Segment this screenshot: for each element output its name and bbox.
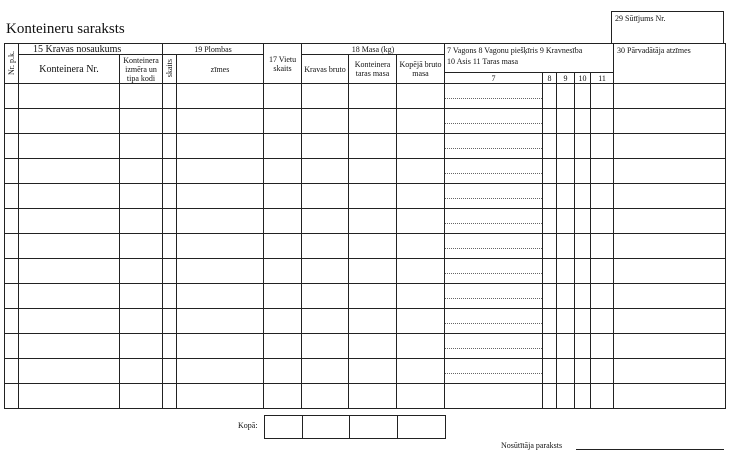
form-cell[interactable] bbox=[445, 234, 543, 259]
form-cell[interactable] bbox=[120, 309, 163, 334]
form-cell[interactable] bbox=[445, 334, 543, 359]
wagon-header: 7 Vagons 8 Vagonu piešķīris 9 Kravnesība 10 Asis 11 Taras masa bbox=[445, 44, 614, 73]
seals-header: 19 Plombas bbox=[163, 44, 264, 55]
form-cell[interactable] bbox=[575, 84, 591, 109]
table-row bbox=[5, 384, 726, 409]
form-cell[interactable] bbox=[163, 284, 177, 309]
form-cell[interactable] bbox=[591, 209, 614, 234]
form-cell[interactable] bbox=[163, 84, 177, 109]
form-cell[interactable] bbox=[591, 284, 614, 309]
form-cell[interactable] bbox=[19, 184, 120, 209]
shipment-number-box: 29 Sūtījums Nr. bbox=[611, 11, 724, 44]
form-cell[interactable] bbox=[120, 134, 163, 159]
form-cell[interactable] bbox=[264, 84, 302, 109]
seals-count-header: skaits bbox=[163, 55, 177, 84]
form-cell[interactable] bbox=[445, 309, 543, 334]
container-tare-header: Konteinera taras masa bbox=[349, 55, 397, 84]
form-cell[interactable] bbox=[397, 134, 445, 159]
form-cell[interactable] bbox=[445, 384, 543, 409]
form-cell[interactable] bbox=[543, 384, 557, 409]
nr-pk-header: Nr. p.k. bbox=[5, 44, 19, 84]
form-cell[interactable] bbox=[445, 159, 543, 184]
form-cell[interactable] bbox=[614, 359, 726, 384]
form-cell[interactable] bbox=[614, 209, 726, 234]
total-label: Kopā: bbox=[238, 421, 258, 430]
form-cell[interactable] bbox=[614, 84, 726, 109]
form-cell[interactable] bbox=[163, 134, 177, 159]
form-cell[interactable] bbox=[543, 284, 557, 309]
form-cell[interactable] bbox=[264, 134, 302, 159]
total-gross-cell[interactable] bbox=[398, 416, 446, 439]
form-cell[interactable] bbox=[177, 359, 264, 384]
seals-marks-header: zīmes bbox=[177, 55, 264, 84]
form-cell[interactable] bbox=[163, 184, 177, 209]
form-cell[interactable] bbox=[177, 209, 264, 234]
form-cell[interactable] bbox=[614, 184, 726, 209]
form-cell[interactable] bbox=[163, 159, 177, 184]
form-cell[interactable] bbox=[177, 184, 264, 209]
form-cell[interactable] bbox=[264, 309, 302, 334]
form-cell[interactable] bbox=[302, 109, 349, 134]
total-gross-header: Kopējā bruto masa bbox=[397, 55, 445, 84]
form-cell[interactable] bbox=[5, 209, 19, 234]
form-cell[interactable] bbox=[5, 234, 19, 259]
form-cell[interactable] bbox=[5, 109, 19, 134]
total-row bbox=[264, 415, 446, 439]
total-cargo-gross-cell[interactable] bbox=[303, 416, 350, 439]
form-cell[interactable] bbox=[543, 159, 557, 184]
form-cell[interactable] bbox=[5, 384, 19, 409]
total-places-cell[interactable] bbox=[265, 416, 303, 439]
form-cell[interactable] bbox=[575, 284, 591, 309]
form-cell[interactable] bbox=[177, 384, 264, 409]
form-cell[interactable] bbox=[397, 209, 445, 234]
container-list-table bbox=[4, 43, 726, 409]
form-cell[interactable] bbox=[302, 159, 349, 184]
form-cell[interactable] bbox=[557, 184, 575, 209]
form-cell[interactable] bbox=[264, 159, 302, 184]
form-cell[interactable] bbox=[19, 209, 120, 234]
form-cell[interactable] bbox=[19, 284, 120, 309]
form-cell[interactable] bbox=[264, 359, 302, 384]
form-cell[interactable] bbox=[591, 384, 614, 409]
form-cell[interactable] bbox=[591, 334, 614, 359]
table-row bbox=[5, 309, 726, 334]
form-cell[interactable] bbox=[302, 209, 349, 234]
form-cell[interactable] bbox=[397, 84, 445, 109]
sender-signature-label: Nosūtītāja paraksts bbox=[501, 441, 563, 450]
form-cell[interactable] bbox=[591, 184, 614, 209]
form-cell[interactable] bbox=[445, 259, 543, 284]
form-cell[interactable] bbox=[163, 359, 177, 384]
form-cell[interactable] bbox=[445, 284, 543, 309]
form-cell[interactable] bbox=[445, 184, 543, 209]
form-cell[interactable] bbox=[557, 159, 575, 184]
form-cell[interactable] bbox=[120, 334, 163, 359]
form-cell[interactable] bbox=[5, 359, 19, 384]
form-cell[interactable] bbox=[557, 109, 575, 134]
form-cell[interactable] bbox=[302, 134, 349, 159]
form-cell[interactable] bbox=[575, 109, 591, 134]
form-cell[interactable] bbox=[264, 284, 302, 309]
form-cell[interactable] bbox=[614, 259, 726, 284]
form-cell[interactable] bbox=[557, 284, 575, 309]
form-cell[interactable] bbox=[445, 109, 543, 134]
form-cell[interactable] bbox=[575, 259, 591, 284]
form-cell[interactable] bbox=[302, 309, 349, 334]
form-cell[interactable] bbox=[557, 209, 575, 234]
form-cell[interactable] bbox=[5, 134, 19, 159]
form-cell[interactable] bbox=[397, 384, 445, 409]
container-nr-header: Konteinera Nr. bbox=[19, 55, 120, 84]
form-cell[interactable] bbox=[19, 359, 120, 384]
form-cell[interactable] bbox=[591, 159, 614, 184]
col-7-header: 7 bbox=[445, 73, 543, 84]
form-cell[interactable] bbox=[302, 334, 349, 359]
form-cell[interactable] bbox=[349, 134, 397, 159]
carrier-marks-header: 30 Pārvadātāja atzīmes bbox=[614, 44, 726, 84]
form-cell[interactable] bbox=[264, 234, 302, 259]
form-cell[interactable] bbox=[177, 334, 264, 359]
form-cell[interactable] bbox=[575, 234, 591, 259]
form-cell[interactable] bbox=[397, 309, 445, 334]
form-cell[interactable] bbox=[302, 184, 349, 209]
form-cell[interactable] bbox=[264, 184, 302, 209]
form-cell[interactable] bbox=[543, 209, 557, 234]
form-cell[interactable] bbox=[349, 359, 397, 384]
table-row bbox=[5, 334, 726, 359]
form-cell[interactable] bbox=[575, 159, 591, 184]
form-cell[interactable] bbox=[120, 259, 163, 284]
form-cell[interactable] bbox=[543, 109, 557, 134]
form-cell[interactable] bbox=[614, 159, 726, 184]
form-cell[interactable] bbox=[177, 259, 264, 284]
form-cell[interactable] bbox=[120, 284, 163, 309]
form-cell[interactable] bbox=[557, 234, 575, 259]
form-cell[interactable] bbox=[19, 234, 120, 259]
form-cell[interactable] bbox=[120, 209, 163, 234]
form-cell[interactable] bbox=[349, 334, 397, 359]
form-cell[interactable] bbox=[543, 84, 557, 109]
form-cell[interactable] bbox=[177, 159, 264, 184]
form-cell[interactable] bbox=[120, 109, 163, 134]
form-cell[interactable] bbox=[264, 209, 302, 234]
form-cell[interactable] bbox=[163, 209, 177, 234]
form-cell[interactable] bbox=[120, 384, 163, 409]
form-cell[interactable] bbox=[575, 134, 591, 159]
form-cell[interactable] bbox=[19, 159, 120, 184]
total-container-tare-cell[interactable] bbox=[350, 416, 398, 439]
form-cell[interactable] bbox=[614, 384, 726, 409]
form-cell[interactable] bbox=[19, 109, 120, 134]
form-cell[interactable] bbox=[543, 259, 557, 284]
col-11-header: 11 bbox=[591, 73, 614, 84]
form-cell[interactable] bbox=[575, 184, 591, 209]
form-cell[interactable] bbox=[19, 309, 120, 334]
form-cell[interactable] bbox=[302, 234, 349, 259]
col-8-header: 8 bbox=[543, 73, 557, 84]
form-cell[interactable] bbox=[557, 134, 575, 159]
form-cell[interactable] bbox=[397, 359, 445, 384]
form-cell[interactable] bbox=[177, 109, 264, 134]
form-cell[interactable] bbox=[302, 84, 349, 109]
form-cell[interactable] bbox=[19, 259, 120, 284]
form-cell[interactable] bbox=[397, 184, 445, 209]
table-row bbox=[5, 209, 726, 234]
form-cell[interactable] bbox=[120, 184, 163, 209]
page-title: Konteineru saraksts bbox=[6, 21, 125, 37]
form-cell[interactable] bbox=[349, 184, 397, 209]
form-cell[interactable] bbox=[349, 84, 397, 109]
form-cell[interactable] bbox=[614, 284, 726, 309]
col-10-header: 10 bbox=[575, 73, 591, 84]
form-cell[interactable] bbox=[591, 109, 614, 134]
form-cell[interactable] bbox=[5, 84, 19, 109]
form-cell[interactable] bbox=[543, 134, 557, 159]
form-cell[interactable] bbox=[349, 284, 397, 309]
form-cell[interactable] bbox=[397, 109, 445, 134]
table-row bbox=[5, 159, 726, 184]
form-cell[interactable] bbox=[397, 234, 445, 259]
form-cell[interactable] bbox=[591, 259, 614, 284]
form-cell[interactable] bbox=[177, 309, 264, 334]
form-cell[interactable] bbox=[575, 384, 591, 409]
form-cell[interactable] bbox=[349, 209, 397, 234]
form-cell[interactable] bbox=[349, 109, 397, 134]
table-row bbox=[5, 359, 726, 384]
table-row bbox=[5, 134, 726, 159]
form-cell[interactable] bbox=[445, 359, 543, 384]
form-cell[interactable] bbox=[349, 309, 397, 334]
form-cell[interactable] bbox=[614, 334, 726, 359]
form-cell[interactable] bbox=[557, 309, 575, 334]
form-cell[interactable] bbox=[264, 259, 302, 284]
col-9-header: 9 bbox=[557, 73, 575, 84]
form-cell[interactable] bbox=[543, 359, 557, 384]
form-cell[interactable] bbox=[575, 359, 591, 384]
table-row bbox=[5, 284, 726, 309]
form-cell[interactable] bbox=[5, 284, 19, 309]
form-cell[interactable] bbox=[591, 84, 614, 109]
form-cell[interactable] bbox=[163, 384, 177, 409]
form-cell[interactable] bbox=[445, 134, 543, 159]
form-cell[interactable] bbox=[163, 234, 177, 259]
form-cell[interactable] bbox=[5, 334, 19, 359]
table-row bbox=[5, 234, 726, 259]
form-cell[interactable] bbox=[163, 259, 177, 284]
table-row bbox=[5, 84, 726, 109]
form-cell[interactable] bbox=[120, 234, 163, 259]
form-cell[interactable] bbox=[397, 159, 445, 184]
form-cell[interactable] bbox=[5, 309, 19, 334]
mass-header: 18 Masa (kg) bbox=[302, 44, 445, 55]
form-cell[interactable] bbox=[177, 134, 264, 159]
form-cell[interactable] bbox=[614, 234, 726, 259]
form-cell[interactable] bbox=[543, 184, 557, 209]
form-cell[interactable] bbox=[5, 184, 19, 209]
form-cell[interactable] bbox=[575, 209, 591, 234]
form-cell[interactable] bbox=[5, 159, 19, 184]
form-cell[interactable] bbox=[397, 334, 445, 359]
form-cell[interactable] bbox=[557, 259, 575, 284]
form-cell[interactable] bbox=[163, 334, 177, 359]
form-cell[interactable] bbox=[557, 359, 575, 384]
cargo-gross-header: Kravas bruto bbox=[302, 55, 349, 84]
form-cell[interactable] bbox=[543, 309, 557, 334]
form-cell[interactable] bbox=[349, 384, 397, 409]
form-cell[interactable] bbox=[19, 134, 120, 159]
form-cell[interactable] bbox=[445, 84, 543, 109]
form-cell[interactable] bbox=[349, 159, 397, 184]
form-cell[interactable] bbox=[349, 259, 397, 284]
form-cell[interactable] bbox=[302, 284, 349, 309]
form-cell[interactable] bbox=[302, 359, 349, 384]
form-cell[interactable] bbox=[302, 259, 349, 284]
form-cell[interactable] bbox=[557, 334, 575, 359]
form-cell[interactable] bbox=[264, 109, 302, 134]
sender-signature-line[interactable] bbox=[576, 449, 724, 450]
table-row bbox=[5, 259, 726, 284]
form-cell[interactable] bbox=[163, 109, 177, 134]
form-cell[interactable] bbox=[614, 134, 726, 159]
form-cell[interactable] bbox=[575, 334, 591, 359]
form-cell[interactable] bbox=[120, 359, 163, 384]
form-cell[interactable] bbox=[177, 234, 264, 259]
form-cell[interactable] bbox=[591, 234, 614, 259]
form-cell[interactable] bbox=[349, 234, 397, 259]
form-cell[interactable] bbox=[163, 309, 177, 334]
form-cell[interactable] bbox=[614, 309, 726, 334]
form-cell[interactable] bbox=[177, 84, 264, 109]
table-row bbox=[5, 109, 726, 134]
places-count-header: 17 Vietu skaits bbox=[264, 44, 302, 84]
form-cell[interactable] bbox=[557, 384, 575, 409]
form-cell[interactable] bbox=[397, 284, 445, 309]
cargo-name-header: 15 Kravas nosaukums bbox=[19, 44, 163, 55]
size-code-header: Konteinera izmēra un tipa kodi bbox=[120, 55, 163, 84]
form-cell[interactable] bbox=[543, 334, 557, 359]
form-cell[interactable] bbox=[264, 384, 302, 409]
table-row bbox=[5, 184, 726, 209]
form-cell[interactable] bbox=[557, 84, 575, 109]
form-cell[interactable] bbox=[575, 309, 591, 334]
form-cell[interactable] bbox=[177, 284, 264, 309]
form-cell[interactable] bbox=[591, 134, 614, 159]
form-cell[interactable] bbox=[445, 209, 543, 234]
form-cell[interactable] bbox=[5, 259, 19, 284]
form-cell[interactable] bbox=[591, 359, 614, 384]
form-cell[interactable] bbox=[543, 234, 557, 259]
form-cell[interactable] bbox=[19, 84, 120, 109]
form-cell[interactable] bbox=[397, 259, 445, 284]
form-cell[interactable] bbox=[120, 84, 163, 109]
form-cell[interactable] bbox=[19, 384, 120, 409]
form-cell[interactable] bbox=[120, 159, 163, 184]
form-cell[interactable] bbox=[591, 309, 614, 334]
form-cell[interactable] bbox=[264, 334, 302, 359]
form-cell[interactable] bbox=[302, 384, 349, 409]
form-cell[interactable] bbox=[19, 334, 120, 359]
form-cell[interactable] bbox=[614, 109, 726, 134]
